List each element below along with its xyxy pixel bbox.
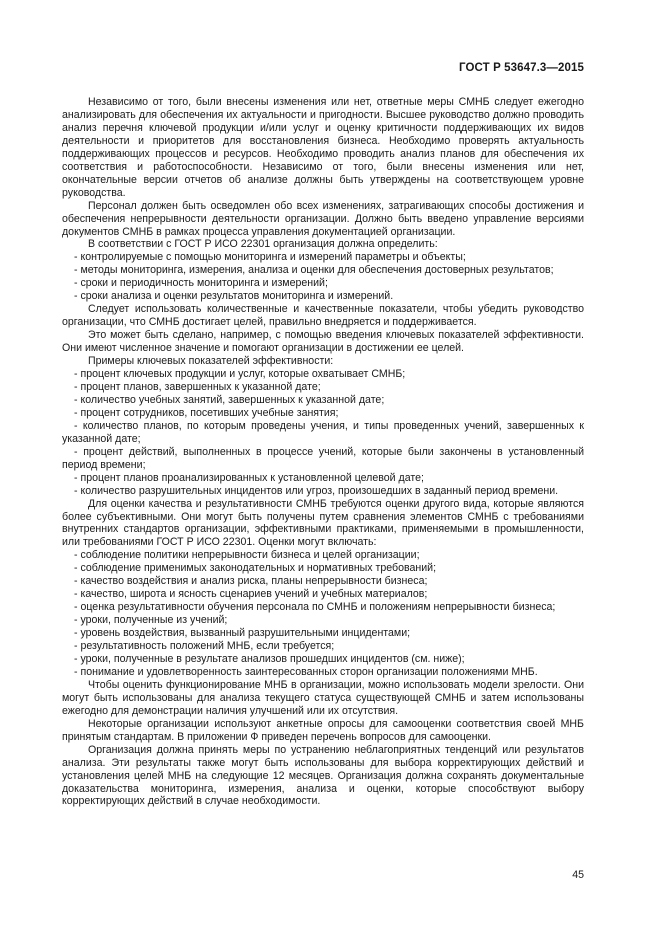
paragraph: Это может быть сделано, например, с помощью введения ключевых показателей эффективности. Они имеют численное значение и помогают организации в достижении ее целей. (62, 329, 584, 355)
list-item: - соблюдение применимых законодательных и нормативных требований; (74, 562, 437, 575)
paragraph: Организация должна принять меры по устранению неблагоприятных тенденций или результатов анализа. Эти результаты также могут быть использованы для выбора корректирующих действий и установления целей МНБ на следующие 12 месяцев. Организация должна сохранять документальные доказательства мониторинга, измерения, анализа и оценки, которые способствуют выбору корректирующих действий в случае необходимости. (62, 743, 584, 808)
paragraph: Чтобы оценить функционирование МНБ в организации, можно использовать модели зрелости. Они могут быть использованы для анализа текущего статуса существующей СМНБ и затем использованы ежегодно для демонстрации наличия улучшений или их отсутствия. (62, 678, 584, 717)
list-item: - процент сотрудников, посетивших учебные занятия; (74, 406, 339, 419)
list-item: - количество планов, по которым проведены учения, и типы проведенных учений, завершенных к указанной дате; (62, 419, 584, 445)
document-id-header: ГОСТ Р 53647.3—2015 (459, 62, 584, 74)
paragraph: Некоторые организации используют анкетные опросы для самооценки соответствия своей МНБ принятым стандартам. В приложении Ф приведен перечень вопросов для самооценки. (62, 717, 584, 743)
list-item: - понимание и удовлетворенность заинтересованных сторон организации положениями МНБ. (74, 665, 538, 678)
paragraph: Для оценки качества и результативности СМНБ требуются оценки другого вида, которые являются более субъективными. Они могут быть получены путем сравнения элементов СМНБ с требованиями внутренних стандартов организации, эффективными практиками, применяемыми в промышленности, или требованиями ГОСТ Р ИСО 22301. Оценки могут включать: (62, 497, 584, 549)
list-item: - уровень воздействия, вызванный разрушительными инцидентами; (74, 627, 411, 640)
list-item: - процент ключевых продукции и услуг, которые охватывает СМНБ; (74, 368, 406, 381)
list-item: - процент действий, выполненных в процессе учений, которые были закончены в установленный период времени; (62, 445, 584, 471)
list-item: - количество учебных занятий, завершенных к указанной дате; (74, 393, 385, 406)
list-item: - сроки анализа и оценки результатов мониторинга и измерений. (74, 290, 394, 303)
document-body (62, 96, 584, 808)
list-item: - результативность положений МНБ, если требуется; (74, 640, 335, 653)
list-item: - уроки, полученные в результате анализов прошедших инцидентов (см. ниже); (74, 652, 465, 665)
list-item: - контролируемые с помощью мониторинга и измерений параметры и объекты; (74, 251, 466, 264)
list-item: - соблюдение политики непрерывности бизнеса и целей организации; (74, 549, 420, 562)
paragraph: Персонал должен быть осведомлен обо всех изменениях, затрагивающих способы достижения и обеспечения непрерывности деятельности организации. Должно быть введено управление версиями документов СМНБ в рамках процесса управления документацией организации. (62, 199, 584, 238)
list-item: - процент планов проанализированных к установленной целевой дате; (74, 471, 424, 484)
list-item: - качество, широта и ясность сценариев учений и учебных материалов; (74, 588, 428, 601)
paragraph: Независимо от того, были внесены изменения или нет, ответные меры СМНБ следует ежегодно анализировать для обеспечения их актуальности и пригодности. Высшее руководство должно проводить анализ перечня ключевой продукции и/или услуг и оценку критичности поддерживающих их видов деятельности и приоритетов для восстановления бизнеса. Необходимо проверять актуальность поддерживающих процессов и ресурсов. Необходимо проводить анализ планов для обеспечения их соответствия и работоспособности. Независимо от того, были внесены изменения или нет, окончательные версии отчетов об анализе должны быть утверждены на соответствующем уровне руководства. (62, 96, 584, 199)
paragraph: Следует использовать количественные и качественные показатели, чтобы убедить руководство организации, что СМНБ достигает целей, правильно внедряется и поддерживается. (62, 303, 584, 329)
list-item: - оценка результативности обучения персонала по СМНБ и положениям непрерывности бизнеса; (74, 601, 556, 614)
list-item: - качество воздействия и анализ риска, планы непрерывности бизнеса; (74, 575, 428, 588)
page-number: 45 (572, 869, 584, 881)
list-item: - сроки и периодичность мониторинга и измерений; (74, 277, 328, 290)
list-item: - методы мониторинга, измерения, анализа и оценки для обеспечения достоверных результатов; (74, 264, 554, 277)
list-item: - уроки, полученные из учений; (74, 614, 228, 627)
list-item: - процент планов, завершенных к указанной дате; (74, 380, 321, 393)
paragraph: В соответствии с ГОСТ Р ИСО 22301 организация должна определить: (88, 238, 438, 251)
list-item: - количество разрушительных инцидентов или угроз, произошедших в заданный период времени. (74, 484, 559, 497)
paragraph: Примеры ключевых показателей эффективности: (88, 355, 334, 368)
